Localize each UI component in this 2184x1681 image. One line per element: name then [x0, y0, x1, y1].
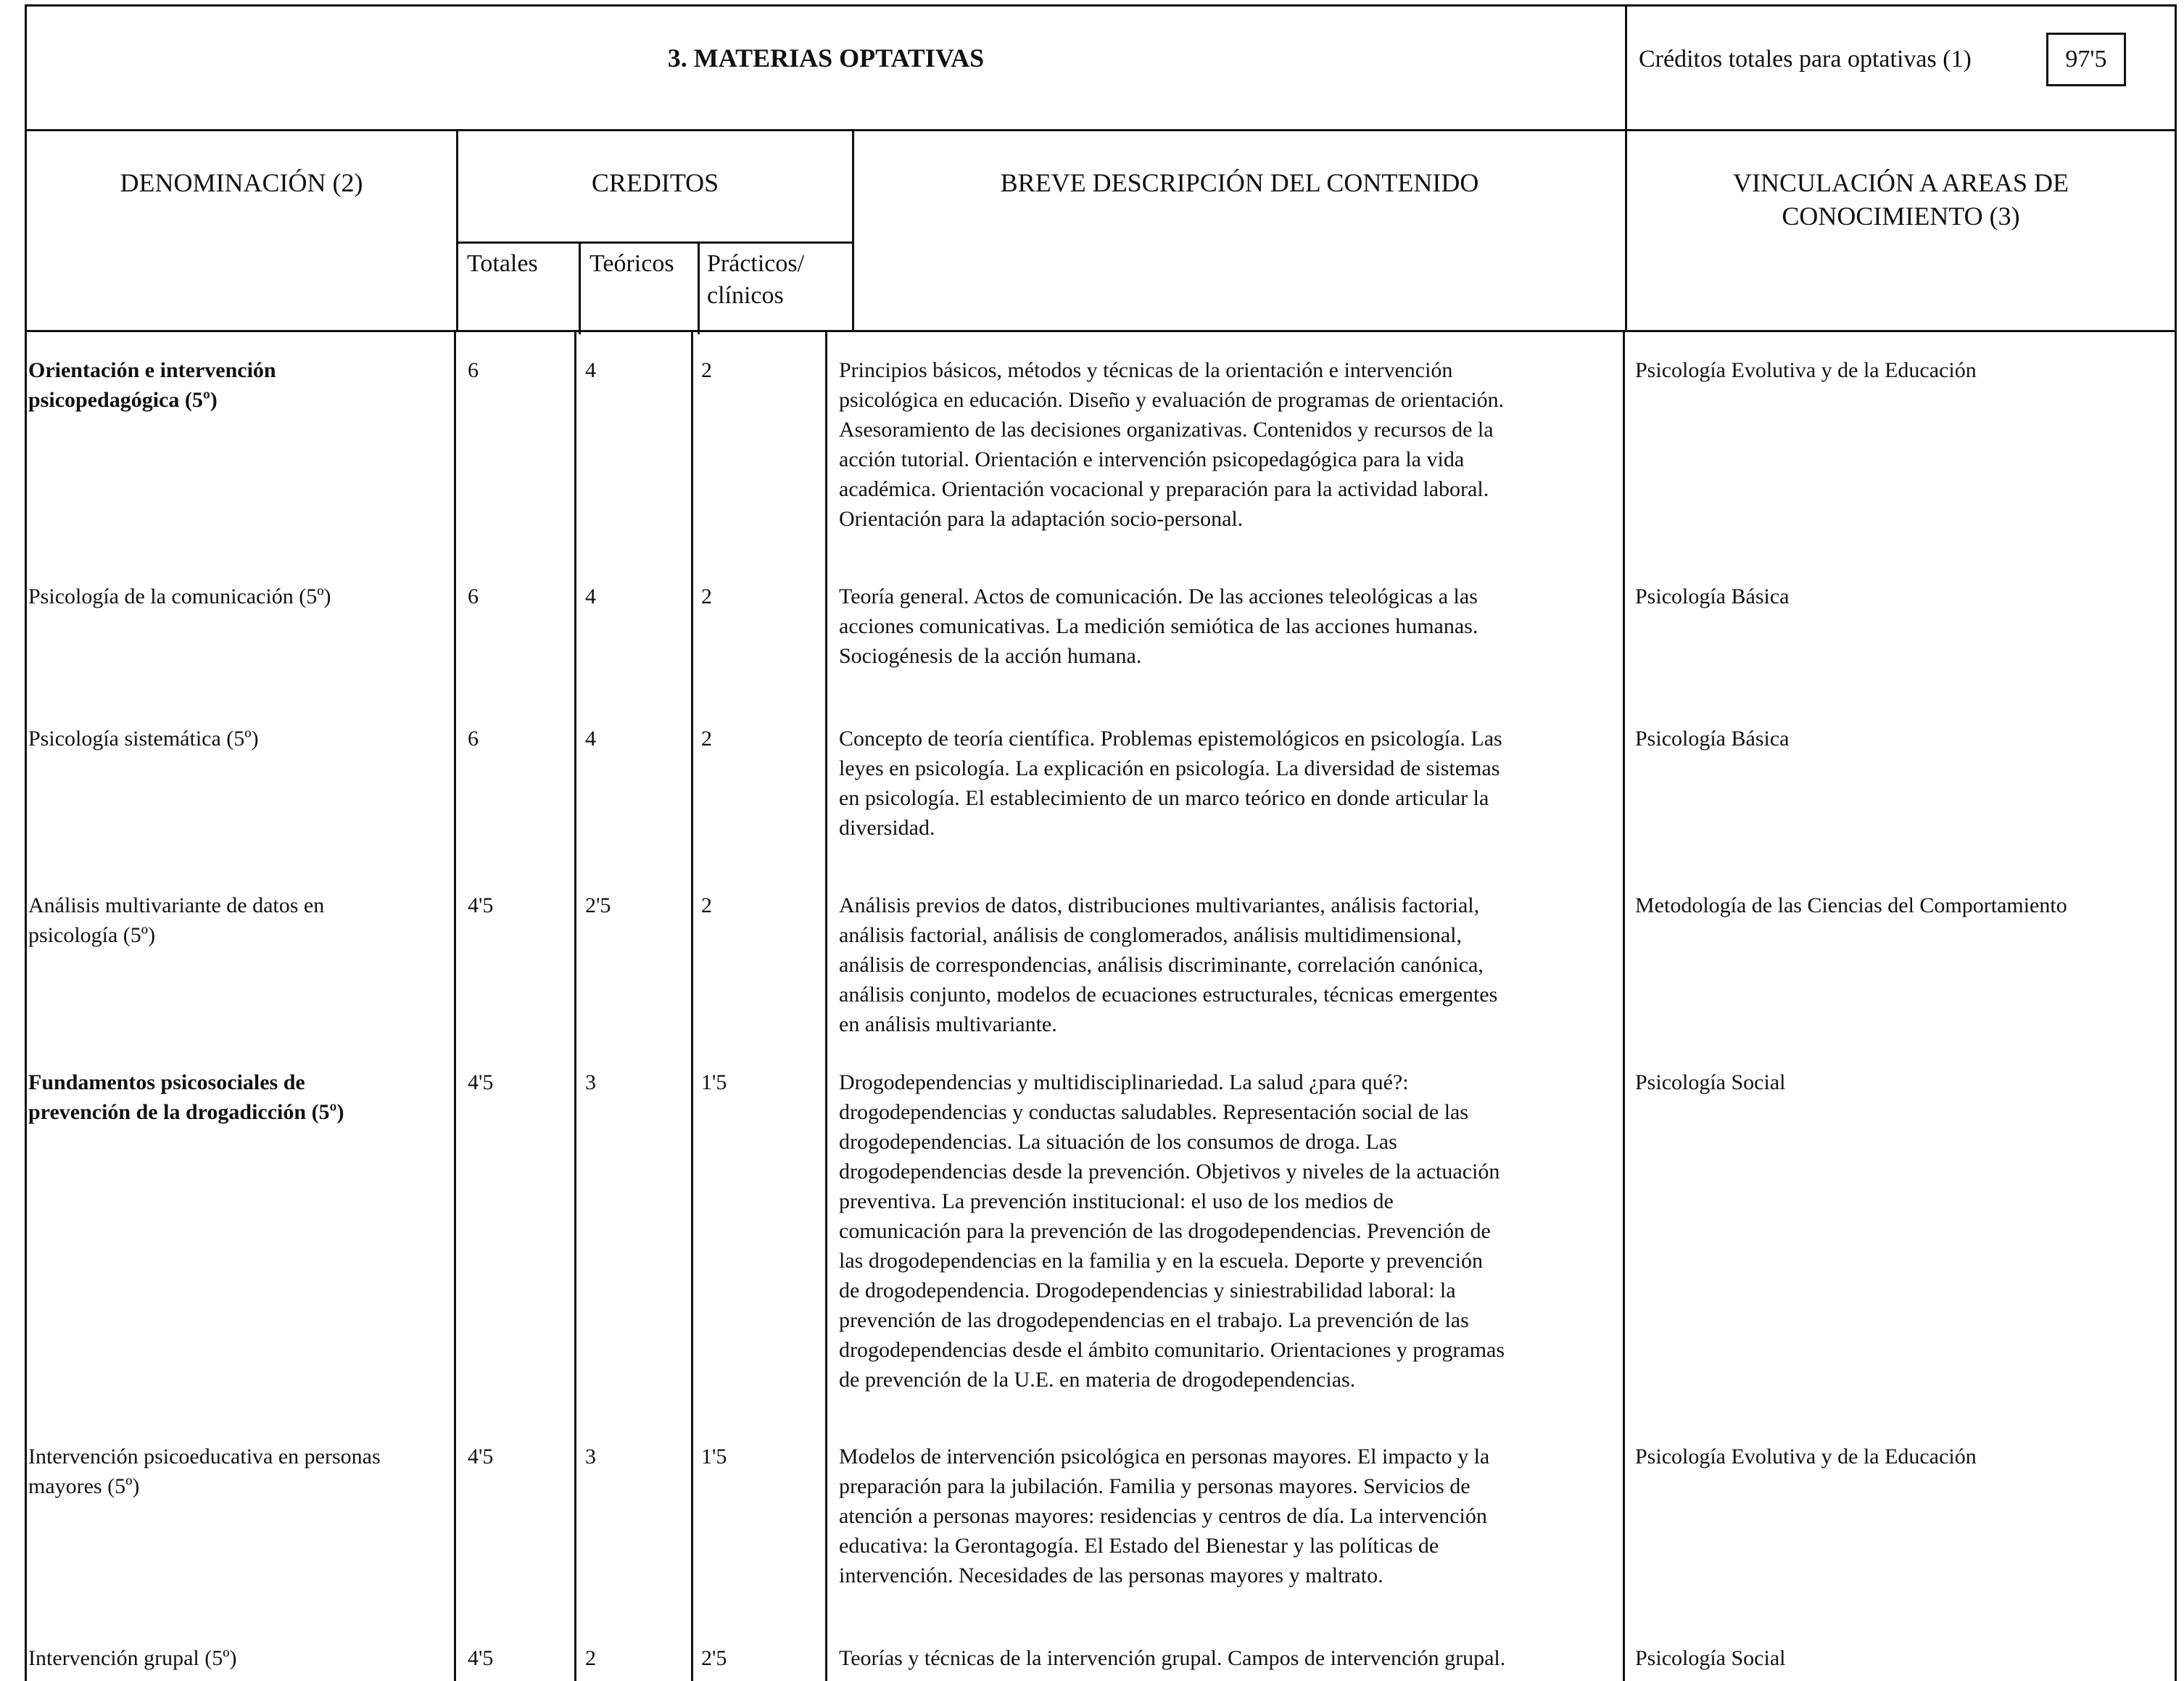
knowledge-area: Psicología Evolutiva y de la Educación	[1635, 1445, 1977, 1469]
credits-practicos: 2'5	[701, 1646, 727, 1670]
knowledge-area: Psicología Básica	[1635, 727, 1790, 751]
knowledge-area: Psicología Evolutiva y de la Educación	[1635, 358, 1977, 382]
credits-practicos: 1'5	[701, 1445, 727, 1469]
description-line: Análisis previos de datos, distribuciones multivariantes, análisis factorial,	[839, 893, 1480, 917]
credits-totales: 4'5	[468, 1445, 494, 1469]
subject-name	[27, 1067, 455, 1127]
header-vinculacion-label-1: VINCULACIÓN A AREAS DE	[1732, 168, 2069, 197]
credits-totales: 4'5	[468, 1070, 494, 1094]
credits-totales: 4'5	[468, 1646, 494, 1670]
description-line: análisis conjunto, modelos de ecuaciones estructurales, técnicas emergentes	[839, 983, 1498, 1007]
subject-name-line: Psicología de la comunicación (5º)	[28, 585, 331, 608]
document-page	[25, 4, 2178, 1680]
description-line: de drogodependencia. Drogodependencias y siniestrabilidad laboral: la	[839, 1279, 1456, 1302]
credits-practicos: 2	[701, 585, 712, 608]
credits-teoricos: 3	[585, 1070, 596, 1094]
content-description	[839, 891, 1615, 1039]
knowledge-area: Psicología Básica	[1635, 585, 1790, 608]
description-line: leyes en psicología. La explicación en psicología. La diversidad de sistemas	[839, 756, 1500, 780]
description-line: acción tutorial. Orientación e intervención psicopedagógica para la vida	[839, 447, 1465, 471]
content-description	[839, 1067, 1615, 1395]
description-line: Modelos de intervención psicológica en personas mayores. El impacto y la	[839, 1445, 1490, 1469]
description-line: académica. Orientación vocacional y preparación para la actividad laboral.	[839, 477, 1489, 501]
content-description	[839, 1442, 1615, 1590]
header-totales-label: Totales	[467, 250, 538, 277]
total-credits-value: 97'5	[2046, 33, 2126, 86]
knowledge-area: Metodología de las Ciencias del Comportamiento	[1635, 893, 2067, 917]
description-line: las drogodependencias en la familia y en la escuela. Deporte y prevención	[839, 1249, 1483, 1273]
knowledge-area: Psicología Social	[1635, 1070, 1786, 1094]
subject-name	[27, 582, 455, 611]
description-line: prevención de las drogodependencias en el trabajo. La prevención de las	[839, 1308, 1469, 1332]
credits-practicos: 2	[701, 727, 712, 751]
header-vinculacion	[1625, 131, 2175, 330]
description-line: análisis de correspondencias, análisis discriminante, correlación canónica,	[839, 953, 1484, 977]
header-practicos-label-1: Prácticos/	[707, 250, 805, 277]
description-line: Teoría general. Actos de comunicación. De las acciones teleológicas a las	[839, 585, 1478, 608]
column-header-row	[25, 129, 2177, 332]
title-row	[25, 4, 2177, 129]
description-line: drogodependencias desde el ámbito comunitario. Orientaciones y programas	[839, 1338, 1505, 1362]
subject-name	[27, 891, 455, 950]
description-line: Concepto de teoría científica. Problemas epistemológicos en psicología. Las	[839, 727, 1502, 751]
description-line: diversidad.	[839, 816, 935, 840]
content-description	[839, 355, 1615, 534]
header-practicos	[698, 244, 852, 334]
credits-teoricos: 2'5	[585, 893, 611, 917]
subject-name-line: Intervención grupal (5º)	[28, 1646, 237, 1670]
subjects-table-body	[25, 332, 2177, 1681]
header-denominacion-label: DENOMINACIÓN (2)	[120, 168, 363, 197]
credits-teoricos: 4	[585, 585, 596, 608]
credits-totales: 6	[468, 727, 479, 751]
header-vinculacion-label-2: CONOCIMIENTO (3)	[1782, 202, 2020, 231]
description-line: en análisis multivariante.	[839, 1012, 1057, 1036]
header-creditos-subcolumns	[458, 241, 852, 334]
description-line: análisis factorial, análisis de conglomerados, análisis multidimensional,	[839, 923, 1462, 947]
description-line: drogodependencias y conductas saludables. Representación social de las	[839, 1100, 1469, 1124]
description-line: Orientación para la adaptación socio-personal.	[839, 507, 1244, 531]
page-title: 3. MATERIAS OPTATIVAS	[667, 44, 985, 73]
description-line: preparación para la jubilación. Familia y personas mayores. Servicios de	[839, 1474, 1471, 1498]
credits-teoricos: 2	[585, 1646, 596, 1670]
credits-totales: 4'5	[468, 893, 494, 917]
credits-teoricos: 3	[585, 1445, 596, 1469]
description-line: atención a personas mayores: residencias y centros de día. La intervención	[839, 1504, 1487, 1528]
subject-name-line: Psicología sistemática (5º)	[28, 727, 259, 751]
description-line: Asesoramiento de las decisiones organizativas. Contenidos y recursos de la	[839, 418, 1494, 442]
knowledge-area: Psicología Social	[1635, 1646, 1786, 1670]
header-practicos-label-2: clínicos	[707, 282, 784, 309]
credits-totales: 6	[468, 358, 479, 382]
description-line: intervención. Necesidades de las personas mayores y maltrato.	[839, 1564, 1383, 1587]
subject-name-line: Fundamentos psicosociales de	[28, 1070, 305, 1094]
credits-practicos: 2	[701, 358, 712, 382]
description-line: Drogodependencias y multidisciplinariedad. La salud ¿para qué?:	[839, 1070, 1409, 1094]
subject-name-line: Análisis multivariante de datos en	[28, 893, 325, 917]
credits-teoricos: 4	[585, 358, 596, 382]
credits-practicos: 2	[701, 893, 712, 917]
header-totales	[458, 244, 579, 334]
subject-name	[27, 1442, 455, 1501]
total-credits-label: Créditos totales para optativas (1)	[1639, 46, 1972, 73]
column-divider	[574, 332, 576, 1681]
description-line: acciones comunicativas. La medición semiótica de las acciones humanas.	[839, 614, 1478, 638]
description-line: Principios básicos, métodos y técnicas de la orientación e intervención	[839, 358, 1453, 382]
subject-name	[27, 1643, 455, 1673]
subject-name-line: prevención de la drogadicción (5º)	[28, 1100, 344, 1124]
subject-name-line: psicología (5º)	[28, 923, 156, 947]
header-denominacion	[27, 131, 456, 330]
credits-teoricos: 4	[585, 727, 596, 751]
description-line: psicológica en educación. Diseño y evaluación de programas de orientación.	[839, 388, 1505, 412]
subject-name-line: mayores (5º)	[28, 1474, 140, 1498]
description-line: Teorías y técnicas de la intervención grupal. Campos de intervención grupal.	[839, 1646, 1506, 1670]
description-line: de prevención de la U.E. en materia de drogodependencias.	[839, 1368, 1356, 1392]
header-descripcion	[852, 131, 1625, 330]
total-credits-cell	[1625, 7, 2179, 131]
subject-name-line: psicopedagógica (5º)	[28, 388, 218, 412]
description-line: drogodependencias. La situación de los consumos de droga. Las	[839, 1130, 1397, 1154]
subject-name-line: Intervención psicoeducativa en personas	[28, 1445, 381, 1469]
credits-totales: 6	[468, 585, 479, 608]
subject-name	[27, 355, 455, 415]
column-divider	[1623, 332, 1625, 1681]
header-teoricos	[579, 244, 698, 334]
description-line: en psicología. El establecimiento de un marco teórico en donde articular la	[839, 786, 1489, 810]
description-line: preventiva. La prevención institucional: el uso de los medios de	[839, 1189, 1394, 1213]
subject-name-line: Orientación e intervención	[28, 358, 276, 382]
column-divider	[691, 332, 693, 1681]
header-teoricos-label: Teóricos	[590, 250, 674, 277]
column-divider	[825, 332, 827, 1681]
description-line: Sociogénesis de la acción humana.	[839, 644, 1142, 668]
content-description	[839, 1643, 1615, 1673]
description-line: educativa: la Gerontagogía. El Estado del Bienestar y las políticas de	[839, 1534, 1439, 1558]
content-description	[839, 582, 1615, 671]
content-description	[839, 724, 1615, 843]
description-line: comunicación para la prevención de las drogodependencias. Prevención de	[839, 1219, 1491, 1243]
header-descripcion-label: BREVE DESCRIPCIÓN DEL CONTENIDO	[1000, 168, 1479, 197]
credits-practicos: 1'5	[701, 1070, 727, 1094]
header-creditos	[456, 131, 852, 330]
description-line: drogodependencias desde la prevención. Objetivos y niveles de la actuación	[839, 1160, 1500, 1184]
header-creditos-label: CREDITOS	[591, 168, 719, 197]
subject-name	[27, 724, 455, 753]
